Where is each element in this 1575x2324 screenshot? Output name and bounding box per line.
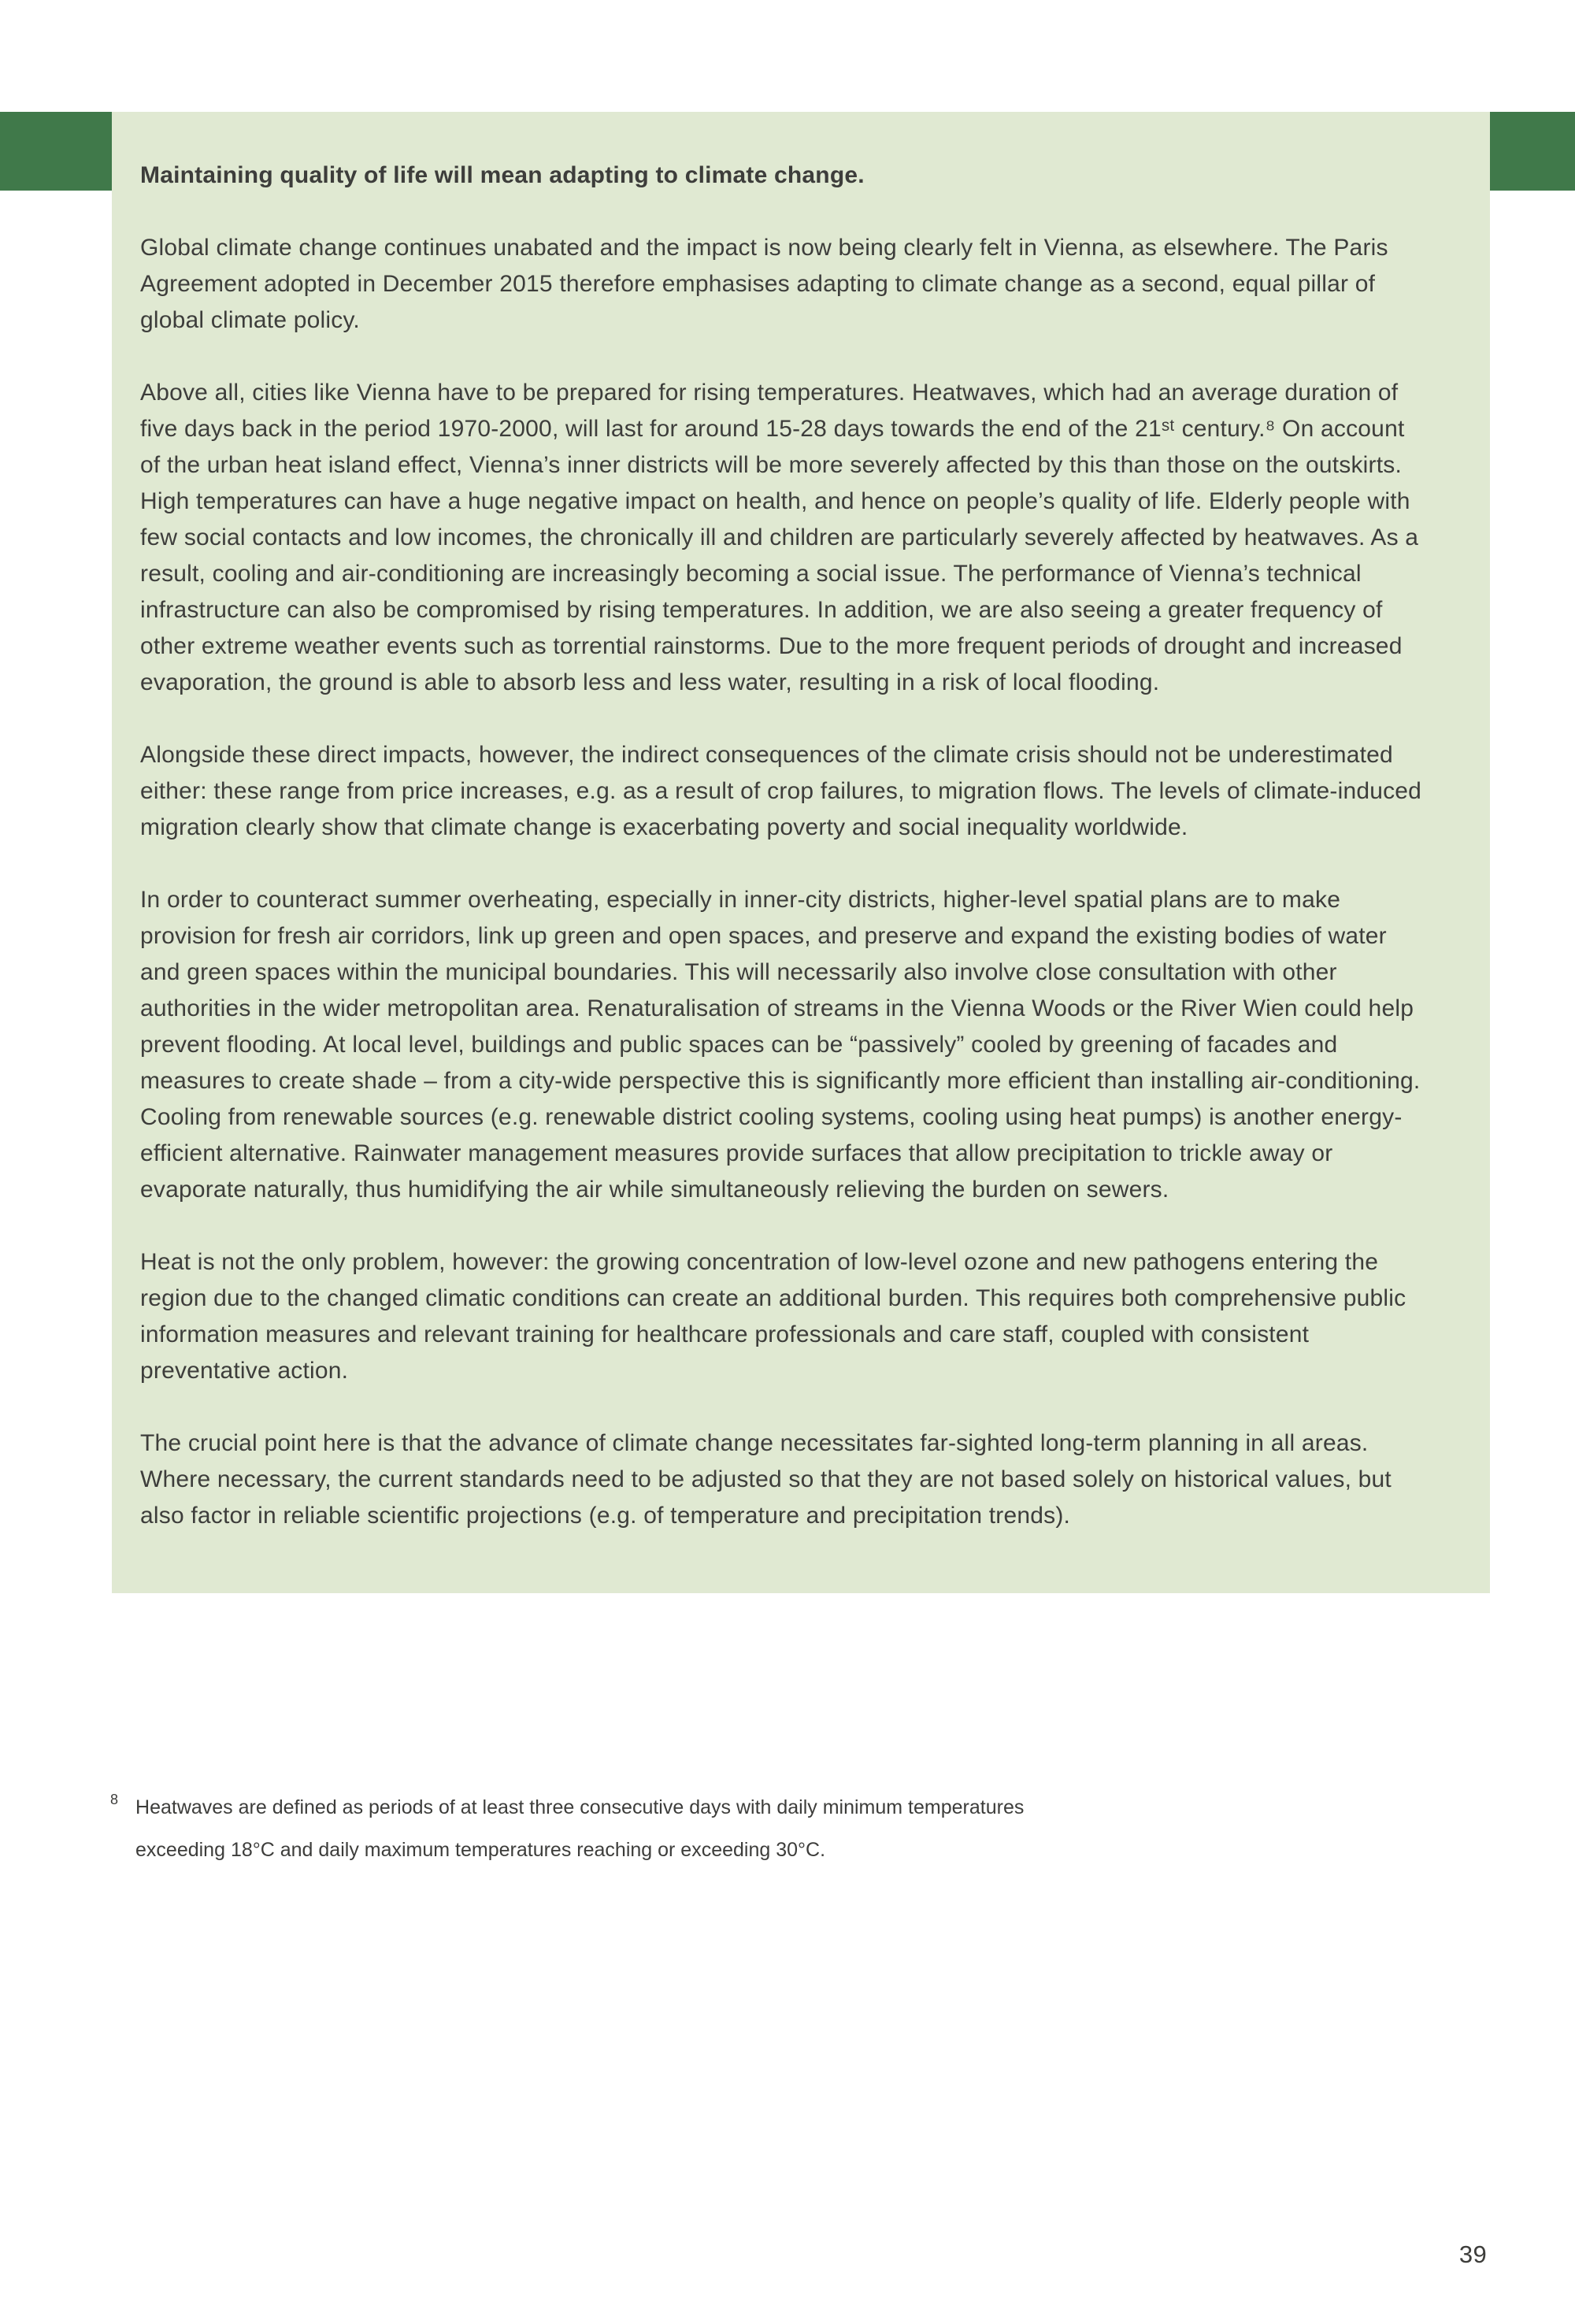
highlight-box [112, 112, 1490, 1593]
paragraph-6: The crucial point here is that the advance of climate change necessitates far-sighted long-term planning in all areas. Where necessary, the current standards need to be adjusted so that they are not based solely on historical values, but also factor in reliable scientific projections (e.g. of temperature and precipitation trends). [140, 1430, 1392, 1529]
footnote [110, 1786, 1095, 1871]
footnote-marker: 8 [110, 1792, 119, 1807]
paragraph-4: In order to counteract summer overheating, especially in inner-city districts, higher-level spatial plans are to make provision for fresh air corridors, link up green and open spaces, and preserve and expand the existing bodies of water and green spaces within the municipal boundaries. This will necessarily also involve close consultation with other authorities in the wider metropolitan area. Renaturalisation of streams in the Vienna Woods or the River Wien could help prevent flooding. At local level, buildings and public spaces can be “passively” cooled by greening of facades and measures to create shade – from a city-wide perspective this is significantly more efficient than installing air-conditioning. Cooling from renewable sources (e.g. renewable district cooling systems, cooling using heat pumps) is another energy-efficient alternative. Rainwater management measures provide surfaces that allow precipitation to trickle away or evaporate naturally, thus humidifying the air while simultaneously relieving the burden on sewers. [140, 887, 1421, 1203]
footnote-text: Heatwaves are defined as periods of at least three consecutive days with daily minimum temperatures exceeding 18°C and daily maximum temperatures reaching or exceeding 30°C. [135, 1796, 1025, 1861]
box-heading: Maintaining quality of life will mean adapting to climate change. [140, 162, 865, 188]
paragraph-1: Global climate change continues unabated and the impact is now being clearly felt in Vienna, as elsewhere. The Paris Agreement adopted in December 2015 therefore emphasises adapting to climate change as a second, equal pillar of global climate policy. [140, 235, 1388, 333]
paragraph-5: Heat is not the only problem, however: the growing concentration of low-level ozone and new pathogens entering the region due to the changed climatic conditions can create an additional burden. This requires both comprehensive public information measures and relevant training for healthcare professionals and care staff, coupled with consistent preventative action. [140, 1249, 1406, 1384]
paragraph-2: Above all, cities like Vienna have to be prepared for rising temperatures. Heatwaves, which had an average duration of five days back in the period 1970-2000, will last for around 15-28 days towards the end of the 21ˢᵗ century.⁸ On account of the urban heat island effect, Vienna’s inner districts will be more severely affected by this than those on the outskirts. High temperatures can have a huge negative impact on health, and hence on people’s quality of life. Elderly people with few social contacts and low incomes, the chronically ill and children are particularly severely affected by heatwaves. As a result, cooling and air-conditioning are increasingly becoming a social issue. The performance of Vienna’s technical infrastructure can also be compromised by rising temperatures. In addition, we are also seeing a greater frequency of other extreme weather events such as torrential rainstorms. Due to the more frequent periods of drought and increased evaporation, the ground is able to absorb less and less water, resulting in a risk of local flooding. [140, 380, 1419, 695]
paragraph-3: Alongside these direct impacts, however, the indirect consequences of the climate crisis should not be underestimated either: these range from price increases, e.g. as a result of crop failures, to migration flows. The levels of climate-induced migration clearly show that climate change is exacerbating poverty and social inequality worldwide. [140, 742, 1422, 840]
page-number: 39 [1458, 2241, 1487, 2268]
